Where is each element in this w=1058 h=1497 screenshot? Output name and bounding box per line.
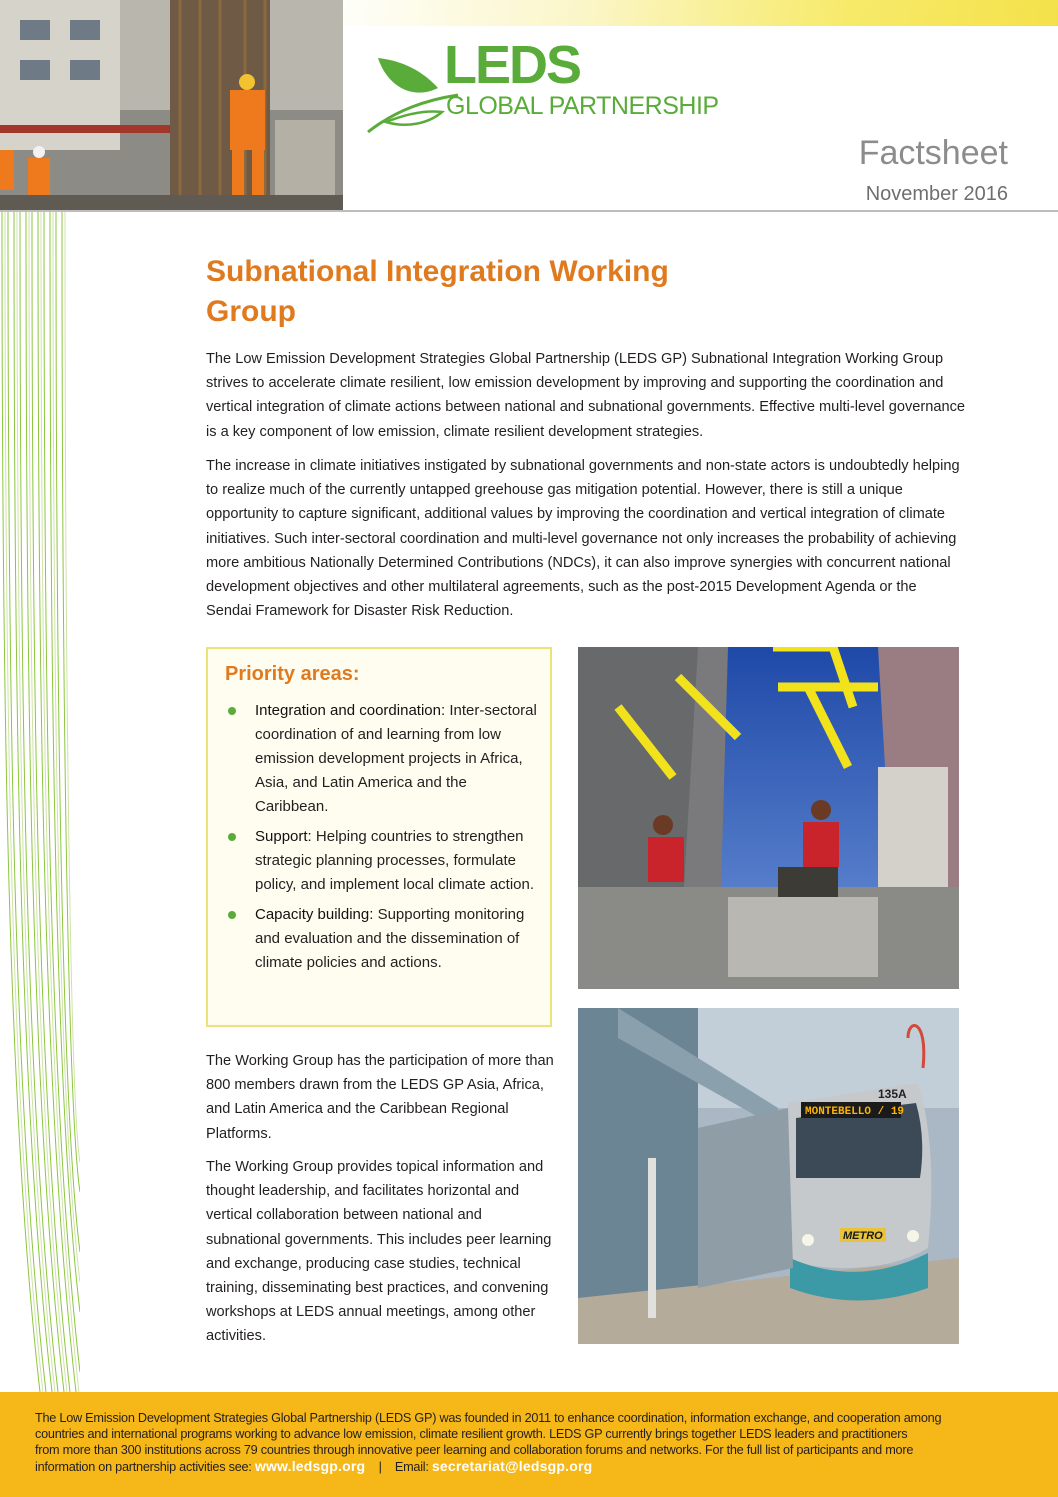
footer-line: countries and international programs working to advance low emission, climate resilient growth. LEDS GP currently brings together LEDS leaders and practitioners	[35, 1427, 908, 1441]
item-lead: Integration and coordination:	[255, 702, 446, 719]
footer-text	[35, 1410, 1027, 1475]
list-item	[208, 903, 548, 975]
page-title-line1: Subnational Integration Working	[206, 255, 669, 288]
intro-paragraph: The increase in climate initiatives instigated by subnational governments and non-state actors is undoubtedly helping to realize much of the currently untapped greehouse gas mitigation potential. However, there is still a unique opportunity to capture significant, additional values by improving the coordination and vertical integration of climate initiatives. Such inter-sectoral coordination and multi-level governance not only increases the probability of achieving more ambitious Nationally Determined Contributions (NDCs), it can also improve synergies with concurrent national development objectives and other multilateral agreements, such as the post-2015 Development Agenda or the Sendai Framework for Disaster Risk Reduction.	[206, 458, 960, 620]
bullet-icon	[228, 707, 236, 715]
footer-info-prefix: information on partnership activities see:	[35, 1460, 252, 1474]
header-rule	[0, 210, 1058, 212]
footer-line	[35, 1458, 1027, 1475]
page-title	[206, 252, 906, 332]
footer-line: The Low Emission Development Strategies Global Partnership (LEDS GP) was founded in 2011 to enhance coordination, information exchange, and cooperation among	[35, 1411, 942, 1425]
doc-type: Factsheet	[858, 134, 1008, 172]
item-text: Supporting monitoring and evaluation and the dissemination of climate policies and actions.	[255, 906, 525, 971]
intro-paragraph: The Low Emission Development Strategies Global Partnership (LEDS GP) Subnational Integration Working Group strives to accelerate climate resilient, low emission development by improving and supporting the coordination and vertical integration of climate actions between national and subnational governments. Effective multi-level governance is a key component of low emission, climate resilient development strategies.	[206, 351, 966, 440]
train-destination-sign: MONTEBELLO / 19	[805, 1106, 905, 1118]
construction-photo	[0, 0, 343, 211]
doc-date: November 2016	[865, 183, 1008, 205]
item-lead: Support:	[255, 828, 312, 845]
page-title-line2: Group	[206, 295, 296, 328]
workers-photo	[578, 647, 959, 989]
list-item	[208, 825, 548, 897]
priority-areas-box	[206, 647, 552, 1027]
footer-line: from more than 300 institutions across 79 countries through innovative peer learning and collaboration forums and networks. For the full list of participants and more	[35, 1443, 914, 1457]
metro-train-photo	[578, 1008, 959, 1344]
list-item	[208, 699, 548, 819]
footer-separator: |	[378, 1460, 382, 1474]
green-stripes-decoration	[0, 212, 80, 1392]
train-brand-logo: METRO	[843, 1230, 883, 1242]
item-text: Helping countries to strengthen strategic planning processes, formulate policy, and implement local climate action.	[255, 828, 535, 893]
logo-leds: LEDS	[444, 35, 581, 95]
item-lead: Capacity building:	[255, 906, 374, 923]
footer-band	[0, 1392, 1058, 1497]
bullet-icon	[228, 911, 236, 919]
bullet-icon	[228, 833, 236, 841]
body-paragraph: The Working Group has the participation of more than 800 members drawn from the LEDS GP Asia, Africa, and Latin America and the Caribbean Regional Platforms.	[206, 1053, 554, 1142]
logo-global-partnership: GLOBAL PARTNERSHIP	[446, 92, 719, 120]
website-link[interactable]: www.ledsgp.org	[254, 1458, 366, 1474]
priority-heading: Priority areas:	[225, 663, 360, 685]
email-link[interactable]: secretariat@ledsgp.org	[431, 1458, 593, 1474]
email-label: Email:	[394, 1460, 429, 1474]
item-text: Inter-sectoral coordination of and learning from low emission development projects in Africa, Asia, and Latin America and the Caribbean.	[255, 702, 537, 815]
priority-list	[208, 699, 548, 981]
body-paragraph: The Working Group provides topical information and thought leadership, and facilitates horizontal and vertical collaboration between national and subnational governments. This includes peer learning and exchange, producing case studies, technical training, disseminating best practices, and convening workshops at LEDS annual meetings, among other activities.	[206, 1159, 552, 1345]
train-number: 135A	[878, 1087, 907, 1101]
